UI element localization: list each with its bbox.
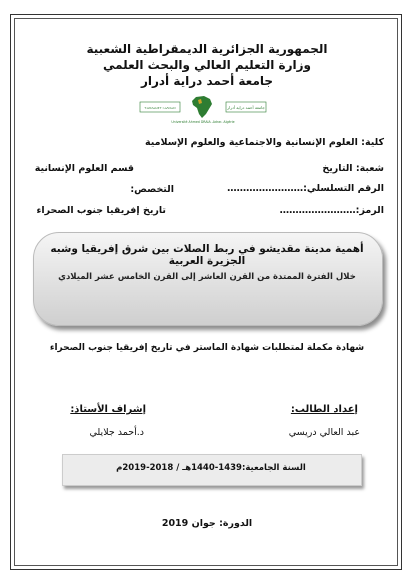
africa-map-icon: [192, 96, 212, 118]
logo-arabic-text: جامعة أحمد دراية أدرار: [227, 105, 265, 110]
specialty-line: التخصص:: [130, 184, 174, 195]
department-line: قسم العلوم الإنسانية: [34, 163, 134, 174]
specialty-value: تاريخ إفريقيا جنوب الصحراء: [36, 205, 166, 216]
student-name: عبد العالي دريسي: [288, 427, 360, 438]
republic-heading: الجمهورية الجزائرية الديمقراطية الشعبية: [86, 42, 328, 56]
code-line: الرمز:……………………: [279, 205, 384, 216]
university-heading: جامعة أحمد دراية أدرار: [140, 74, 274, 88]
faculty-line: كلية: العلوم الإنسانية والاجتماعية والعلوم الإسلامية: [144, 137, 384, 148]
branch-line: شعبة: التاريخ: [322, 163, 384, 174]
session-date: الدورة: جوان 2019: [161, 518, 253, 529]
logo-latin-text: Université Ahmed DRAIA -Adrar- Algérie: [171, 120, 235, 124]
supervisor-label: إشراف الأستاذ:: [70, 404, 146, 415]
ministry-heading: وزارة التعليم العالي والبحث العلمي: [102, 58, 312, 72]
logo-tifinagh-text: ⵜⴰⵙⴷⴰⵡⵉⵜ ⵏ ⴰⴷⵔⴰⵔ: [144, 106, 176, 110]
university-logo: [138, 94, 268, 124]
thesis-subtitle: خلال الفترة الممتدة من القرن العاشر إلى القرن الخامس عشر الميلادي: [58, 272, 356, 282]
supervisor-name: د.أحمد جلايلي: [89, 427, 144, 438]
student-label: إعداد الطالب:: [290, 404, 358, 415]
academic-year: السنة الجامعية:1439-1440هـ / 2018-2019م: [116, 463, 306, 473]
thesis-title: أهمية مدينة مقديشو في ربط الصلات بين شرق إفريقيا وشبه الجزيرة العربية: [50, 243, 364, 267]
certificate-statement: شهادة مكملة لمتطلبات شهادة الماستر في تاريخ إفريقيا جنوب الصحراء: [49, 343, 365, 353]
serial-number-line: الرقم التسلسلي:……………………: [227, 183, 384, 194]
